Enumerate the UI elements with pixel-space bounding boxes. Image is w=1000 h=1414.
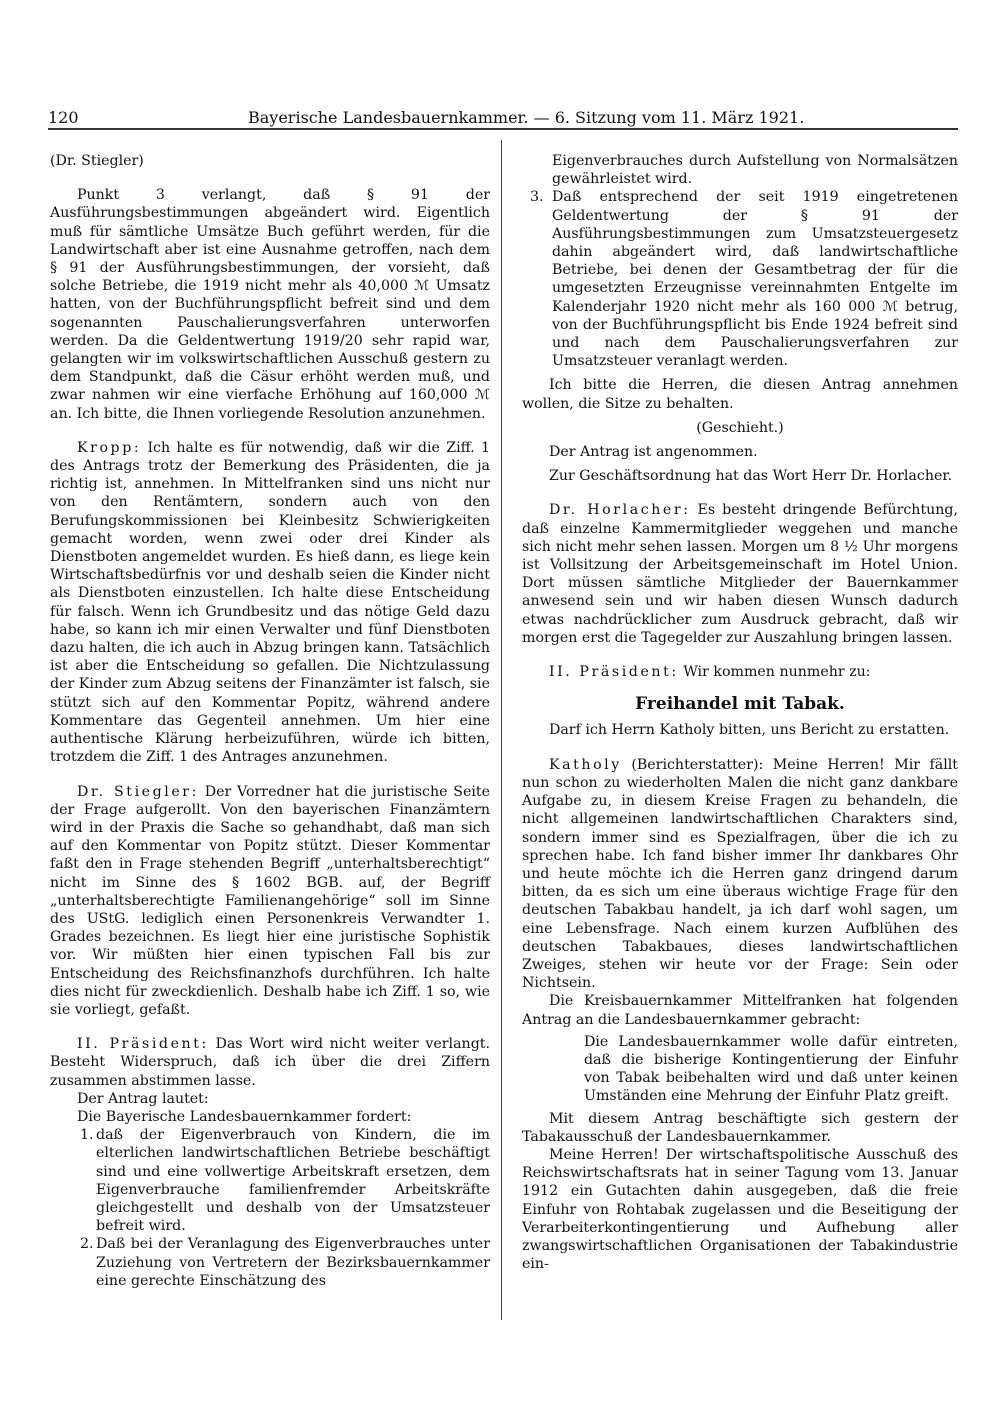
speaker-horlacher: Dr. Horlacher: [548, 502, 691, 519]
list-item [522, 152, 958, 188]
antrag-lautet: Der Antrag lautet: [76, 1090, 209, 1107]
kammer-fordert: Die Bayerische Landesbauernkammer fordert: [76, 1108, 412, 1125]
list-item [50, 1235, 490, 1290]
section-heading: Freihandel mit Tabak. [635, 694, 845, 715]
katholy-text: Meine Herren! Mir fällt nun schon zu wiederholten Malen die nicht ganz dankbare Aufgabe zu, in diesem Kreise Fragen zu behandeln, die nicht allgemeinen landwirtschaftlichen Charakters sind, sondern immer sind es Spezialfragen, über die ich zu sprechen habe. Ich fand bisher immer Ihr dankbares Ohr und heute möchte ich die Herren ganz dringend darum bitten, da es sich um eine überaus wichtige Frage für den deutschen Tabakbau handelt, ja ich darf wohl sagen, um eine Lebensfrage. Nach einem kurzen Aufblühen des deutschen Tabakbaues, dieses landwirtschaftlichen Zweiges, stehen wir heute vor der Frage: Sein oder Nichtsein. [522, 756, 958, 992]
speaker-praesident-2: II. Präsident: [548, 664, 679, 681]
speaker-continuation: (Dr. Stiegler) [50, 153, 144, 169]
paragraph-praesident [50, 1035, 490, 1090]
list-item-number: 3. [530, 189, 544, 206]
page-number: 120 [48, 108, 79, 127]
speaker-stiegler: Dr. Stiegler: [76, 783, 199, 800]
speaker-katholy: Katholy [548, 756, 622, 773]
paragraph-geschaeftsordnung: Zur Geschäftsordnung hat das Wort Herr Dr. Horlacher. [548, 468, 953, 485]
paragraph-katholy [522, 756, 958, 993]
speaker-kropp: Kropp: [76, 439, 142, 456]
paragraph-bericht: Darf ich Herrn Katholy bitten, uns Bericht zu erstatten. [548, 722, 950, 739]
antrag-quote: Die Landesbauernkammer wolle dafür eintreten, daß die bisherige Kontingentierung der Einfuhr von Tabak beibehalten wird und daß unter keinen Umständen eine Mehrung der Einfuhr Platz greift. [584, 1033, 958, 1105]
column-divider [501, 140, 502, 1320]
list-item-continuation: Eigenverbrauches durch Aufstellung von Normalsätzen gewährleistet wird. [552, 153, 958, 188]
list-item-text: Daß bei der Veranlagung des Eigenverbrauches unter Zuziehung von Vertretern der Bezirksbauernkammer eine gerechte Einschätzung des [96, 1236, 490, 1289]
horlacher-text: Es besteht dringende Befürchtung, daß einzelne Kammermitglieder weggehen und manche sich nicht mehr sehen lassen. Morgen um 8 ½ Uhr morgens ist Vollsitzung der Arbeitsgemeinschaft im Hotel Union. Dort müssen sämtliche Mitglieder der Bauernkammer anwesend sein und wir haben diesen Wunsch dadurch etwas nachdrücklicher zum Ausdruck gebracht, daß wir morgen erst die Tagegelder zur Auszahlung bringen lassen. [522, 502, 959, 646]
paragraph-kreisbauernkammer: Die Kreisbauernkammer Mittelfranken hat folgenden Antrag an die Landesbauernkammer gebracht: [522, 993, 958, 1028]
antrag-list-continued [522, 152, 958, 370]
list-item-number: 2. [80, 1236, 94, 1253]
paragraph-stiegler [50, 783, 490, 1020]
list-item [522, 188, 958, 370]
list-item-number: 1. [80, 1127, 94, 1144]
praesident-2-text: Wir kommen nunmehr zu: [683, 664, 871, 681]
katholy-role: (Berichterstatter): [631, 756, 764, 773]
list-item [50, 1126, 490, 1235]
running-title: Bayerische Landesbauernkammer. — 6. Sitzung vom 11. März 1921. [248, 108, 805, 127]
antrag-angenommen: Der Antrag ist angenommen. [548, 444, 758, 461]
right-column [522, 152, 958, 1273]
paragraph-ausschuss: Mit diesem Antrag beschäftigte sich gestern der Tabakausschuß der Landesbauernkammer. [522, 1110, 958, 1145]
paragraph-punkt-3: Punkt 3 verlangt, daß § 91 der Ausführungsbestimmungen abgeändert wird. Eigentlich muß für sämtliche Umsätze Buch geführt werden, für die Landwirtschaft aber ist eine Ausnahme getroffen, nach dem § 91 der Ausführungsbestimmungen, der vorsieht, daß solche Betriebe, die 1919 nicht mehr als 40,000 ℳ Umsatz hatten, von der Buchführungspflicht befreit sind und dem sogenannten Pauschalierungsverfahren unterworfen werden. Da die Geldentwertung 1919/20 sehr rapid war, gelangten wir im volkswirtschaftlichen Ausschuß gestern zu dem Standpunkt, daß die Cäsur erhöht werden muß, und zwar nahmen wir eine vierfache Erhöhung auf 160,000 ℳ an. Ich bitte, die Ihnen vorliegende Resolution anzunehmen. [50, 187, 490, 422]
paragraph-horlacher [522, 501, 958, 647]
list-item-text: daß der Eigenverbrauch von Kindern, die im elterlichen landwirtschaftlichen Betriebe beschäftigt sind und eine vollwertige Arbeitskraft ersetzen, dem Eigenverbrauche familienfremder Arbeitskräfte gleichgestellt und deshalb von der Umsatzsteuer befreit wird. [96, 1127, 490, 1235]
speaker-praesident: II. Präsident: [76, 1036, 209, 1053]
praesident-text: Das Wort wird nicht weiter verlangt. Besteht Widerspruch, daß ich über die drei Ziffern zusammen abstimmen lasse. [50, 1036, 490, 1089]
paragraph-bitte: Ich bitte die Herren, die diesen Antrag annehmen wollen, die Sitze zu behalten. [522, 377, 958, 412]
paragraph-kropp [50, 439, 490, 767]
geschieht-note: (Geschieht.) [696, 419, 784, 436]
list-item-text: Daß entsprechend der seit 1919 eingetretenen Geldentwertung der § 91 der Ausführungsbestimmungen zum Umsatzsteuergesetz dahin abgeändert wird, daß landwirtschaftliche Betriebe, bei denen der Gesamtbetrag der für die umgesetzten Erzeugnisse vereinnahmten Entgelte im Kalenderjahr 1920 nicht mehr als 160 000 ℳ betrug, von der Buchführungspflicht bis Ende 1924 befreit sind und nach dem Pauschalierungsverfahren zur Umsatzsteuer veranlagt werden. [552, 189, 958, 370]
kropp-text: Ich halte es für notwendig, daß wir die Ziff. 1 des Antrags trotz der Bemerkung des Präsidenten, die ja richtig ist, annehmen. In Mittelfranken sind uns nicht nur von den Rentämtern, sondern auch von den Berufungskommissionen bei Kleinbesitz Schwierigkeiten gemacht worden, wenn zwei oder drei Kinder als Dienstboten angemeldet wurden. Es hieß dann, es liege kein Wirtschaftsbedürfnis vor und deshalb seien die Kinder nicht als Dienstboten einzustellen. Ich halte diese Entscheidung für falsch. Wenn ich Grundbesitz und das nötige Geld dazu habe, so kann ich mir einen Verwalter und fünf Dienstboten dazu halten, die ich auch in Abzug bringen kann. Tatsächlich ist aber die Entscheidung so gefallen. Die Nichtzulassung der Kinder zum Abzug seitens der Finanzämter ist falsch, sie stützt sich auf den Kommentar Popitz, während andere Kommentare das Gegenteil annehmen. Um hier eine authentische Klärung herbeizuführen, würde ich bitten, trotzdem die Ziff. 1 des Antrages anzunehmen. [50, 439, 490, 766]
header-rule [48, 128, 958, 130]
left-column [50, 152, 490, 1290]
paragraph-praesident-2 [522, 663, 958, 681]
paragraph-final: Meine Herren! Der wirtschaftspolitische Ausschuß des Reichswirtschaftsrats hat in seiner Tagung vom 13. Januar 1912 ein Gutachten dahin ausgegeben, daß die freie Einfuhr von Rohtabak zugelassen und die Beseitigung der Verarbeiterkontingentierung und Aufhebung aller zwangswirtschaftlichen Organisationen der Tabakindustrie ein- [522, 1146, 958, 1273]
antrag-list [50, 1126, 490, 1290]
stiegler-text: Der Vorredner hat die juristische Seite der Frage aufgerollt. Von den bayerischen Finanzämtern wird in der Praxis die Sache so gehandhabt, daß man sich auf den Kommentar von Popitz stützt. Dieser Kommentar faßt den in Frage stehenden Begriff „unterhaltsberechtigt“ nicht im Sinne des § 1602 BGB. auf, der Begriff „unterhaltsberechtigte Familienangehörige“ soll im Sinne des UStG. lediglich einen Personenkreis Verwandter 1. Grades bezeichnen. Es liegt hier eine juristische Sophistik vor. Wir müßten hier einen typischen Fall bis zur Entscheidung des Reichsfinanzhofs durchführen. Ich halte dies nicht für zweckdienlich. Deshalb habe ich Ziff. 1 so, wie sie vorliegt, gefaßt. [50, 783, 491, 1018]
